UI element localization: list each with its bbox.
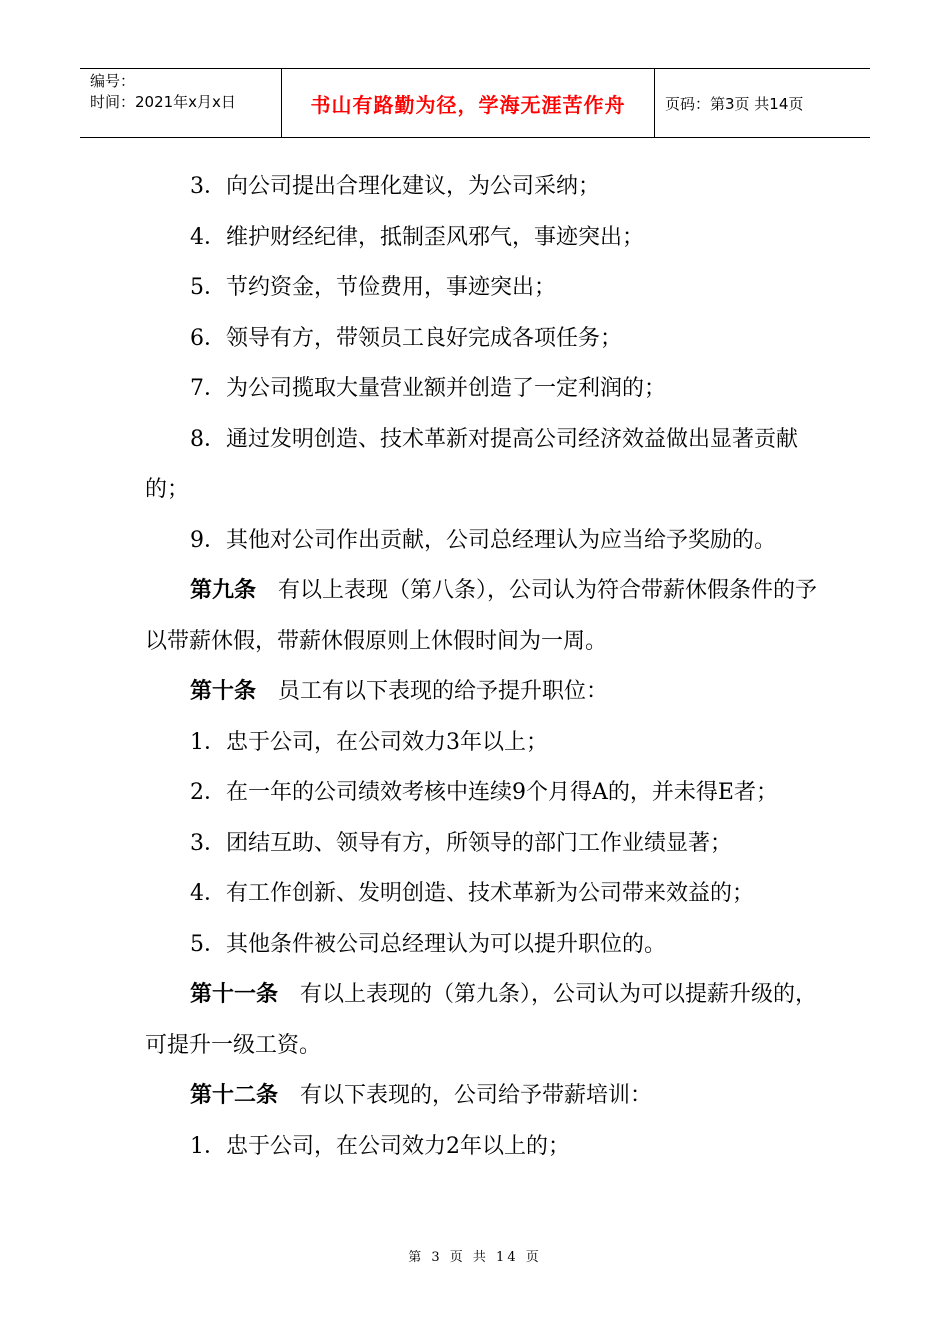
document-time-label: 时间：2021年x月x日 — [90, 93, 236, 111]
article-paragraph — [145, 970, 825, 1071]
paragraph-text: 5．其他条件被公司总经理认为可以提升职位的。 — [190, 931, 666, 957]
paragraph-text: 9．其他对公司作出贡献，公司总经理认为应当给予奖励的。 — [190, 527, 776, 553]
paragraph-text: 5．节约资金，节俭费用，事迹突出； — [190, 275, 556, 300]
paragraph-text: 有以上表现的（第九条），公司认为可以提薪升级的，可提升一级工资。 — [145, 982, 818, 1058]
paragraph-text: 有以上表现（第八条），公司认为符合带薪休假条件的予以带薪休假，带薪休假原则上休假时间为一周。 — [145, 578, 818, 654]
paragraph-text: 3．团结互助、领导有方，所领导的部门工作业绩显著； — [190, 830, 732, 856]
list-item — [145, 314, 825, 365]
list-item — [145, 1122, 825, 1173]
article-paragraph — [145, 566, 825, 667]
document-number-label: 编号： — [90, 72, 136, 90]
article-heading: 第十二条 — [190, 1083, 279, 1108]
list-item — [145, 213, 825, 264]
paragraph-text: 有以下表现的，公司给予带薪培训： — [300, 1083, 653, 1108]
header-meta — [80, 69, 282, 137]
paragraph-text: 8．通过发明创造、技术革新对提高公司经济效益做出显著贡献的； — [145, 426, 798, 502]
list-item — [145, 263, 825, 314]
paragraph-text: 3．向公司提出合理化建议，为公司采纳； — [190, 174, 600, 199]
header-page-info: 页码：第3页 共14页 — [665, 94, 804, 113]
paragraph-text: 6．领导有方，带领员工良好完成各项任务； — [190, 325, 622, 351]
header-motto: 书山有路勤为径，学海无涯苦作舟 — [282, 69, 655, 137]
document-header — [80, 68, 870, 138]
paragraph-text: 员工有以下表现的给予提升职位： — [278, 679, 609, 704]
list-item — [145, 364, 825, 415]
page-footer: 第 3 页 共 14 页 — [408, 1250, 542, 1265]
article-heading: 第九条 — [190, 578, 257, 603]
list-item — [145, 516, 825, 567]
paragraph-text: 7．为公司揽取大量营业额并创造了一定利润的； — [190, 376, 666, 401]
list-item — [145, 718, 825, 769]
list-item — [145, 819, 825, 870]
paragraph-text: 4．维护财经纪律，抵制歪风邪气，事迹突出； — [190, 224, 644, 250]
list-item — [145, 768, 825, 819]
article-paragraph — [145, 1071, 825, 1122]
paragraph-text: 1．忠于公司，在公司效力2年以上的； — [190, 1133, 570, 1159]
paragraph-text: 4．有工作创新、发明创造、技术革新为公司带来效益的； — [190, 881, 754, 906]
article-heading: 第十条 — [190, 679, 257, 704]
list-item — [145, 415, 825, 516]
article-heading: 第十一条 — [190, 982, 279, 1007]
list-item — [145, 920, 825, 971]
document-body — [145, 162, 825, 1172]
article-paragraph — [145, 667, 825, 718]
list-item — [145, 162, 825, 213]
paragraph-text: 1．忠于公司，在公司效力3年以上； — [190, 729, 548, 755]
list-item — [145, 869, 825, 920]
paragraph-text: 2．在一年的公司绩效考核中连续9个月得A的，并未得E者； — [190, 780, 778, 805]
